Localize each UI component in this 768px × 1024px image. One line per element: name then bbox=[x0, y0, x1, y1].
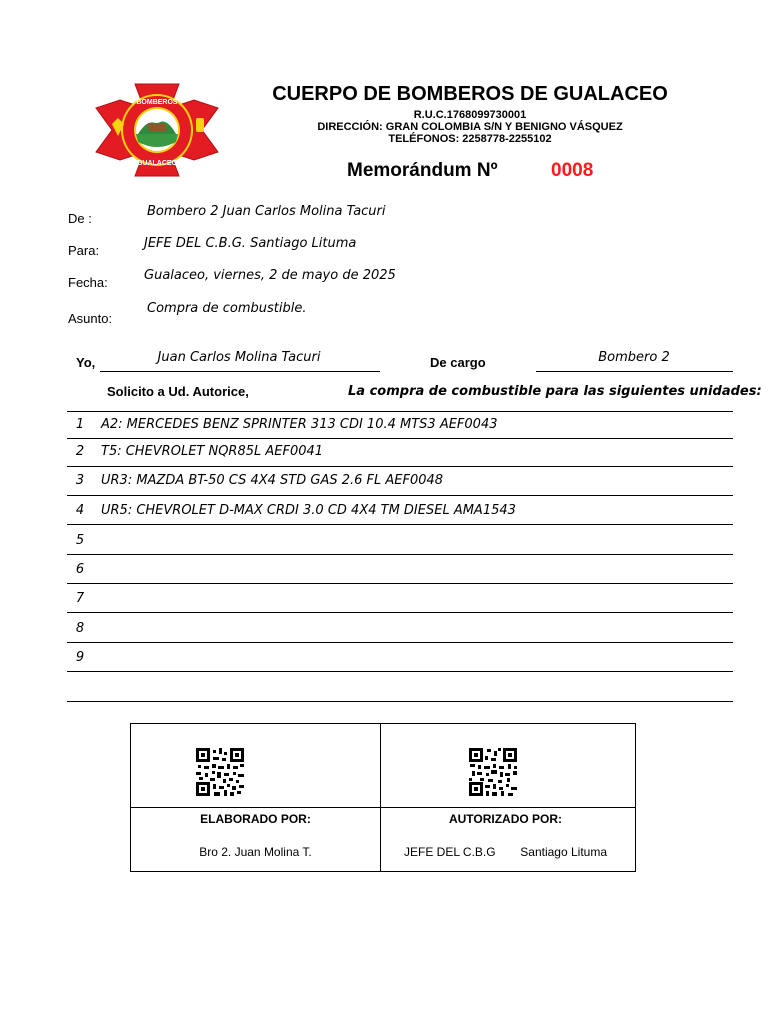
unit-text: A2: MERCEDES BENZ SPRINTER 313 CDI 10.4 MTS3 AEF0043 bbox=[101, 417, 498, 432]
table-line bbox=[67, 701, 733, 702]
de-value: Bombero 2 Juan Carlos Molina Tacuri bbox=[147, 204, 386, 219]
cargo-label: De cargo bbox=[430, 355, 486, 370]
elaborado-name: Bro 2. Juan Molina T. bbox=[199, 845, 312, 859]
yo-underline bbox=[100, 371, 380, 372]
solicito-text: Solicito a Ud. Autorice, bbox=[107, 384, 249, 399]
para-label: Para: bbox=[68, 243, 100, 258]
institution-title: CUERPO DE BOMBEROS DE GUALACEO bbox=[272, 83, 668, 105]
qr-code-icon bbox=[469, 748, 517, 796]
table-line bbox=[67, 495, 733, 496]
unit-number: 5 bbox=[75, 533, 85, 548]
table-top-line bbox=[67, 411, 733, 412]
unit-number: 3 bbox=[75, 473, 85, 488]
memo-number: 0008 bbox=[551, 160, 594, 181]
table-line bbox=[67, 524, 733, 525]
asunto-value: Compra de combustible. bbox=[147, 301, 307, 316]
qr-code-icon bbox=[196, 748, 244, 796]
logo-bottom-text: GUALACEO bbox=[136, 160, 178, 167]
table-line bbox=[67, 583, 733, 584]
asunto-label: Asunto: bbox=[68, 311, 113, 326]
unit-number: 6 bbox=[75, 562, 85, 577]
para-value: JEFE DEL C.B.G. Santiago Lituma bbox=[144, 236, 357, 251]
unit-number: 2 bbox=[75, 444, 85, 459]
autorizado-name: Santiago Lituma bbox=[520, 845, 607, 859]
yo-label: Yo, bbox=[76, 355, 96, 370]
logo-top-text: BOMBEROS bbox=[136, 99, 178, 106]
unit-text: UR3: MAZDA BT-50 CS 4X4 STD GAS 2.6 FL AEF0048 bbox=[101, 473, 444, 488]
yo-value: Juan Carlos Molina Tacuri bbox=[157, 350, 321, 365]
address-text: DIRECCIÓN: GRAN COLOMBIA S/N Y BENIGNO VÁSQUEZ bbox=[317, 121, 623, 133]
table-line bbox=[67, 438, 733, 439]
unit-number: 9 bbox=[75, 650, 85, 665]
unit-text: UR5: CHEVROLET D-MAX CRDI 3.0 CD 4X4 TM DIESEL AMA1543 bbox=[101, 503, 516, 518]
table-line bbox=[67, 671, 733, 672]
unit-text: T5: CHEVROLET NQR85L AEF0041 bbox=[101, 444, 324, 459]
cargo-underline bbox=[536, 371, 733, 372]
autorizado-label: AUTORIZADO POR: bbox=[448, 812, 563, 826]
compra-text: La compra de combustible para las siguientes unidades: bbox=[348, 384, 762, 399]
table-line bbox=[67, 554, 733, 555]
memo-label: Memorándum Nº bbox=[347, 160, 498, 181]
fecha-value: Gualaceo, viernes, 2 de mayo de 2025 bbox=[144, 268, 396, 283]
table-line bbox=[67, 642, 733, 643]
ruc-text: R.U.C.1768099730001 bbox=[413, 109, 527, 121]
autorizado-role: JEFE DEL C.B.G bbox=[404, 845, 496, 859]
fecha-label: Fecha: bbox=[68, 275, 108, 290]
phones-text: TELÉFONOS: 2258778-2255102 bbox=[388, 133, 552, 145]
table-line bbox=[67, 466, 733, 467]
cargo-value: Bombero 2 bbox=[598, 350, 670, 365]
unit-number: 1 bbox=[75, 417, 85, 432]
unit-number: 8 bbox=[75, 621, 85, 636]
unit-number: 4 bbox=[75, 503, 85, 518]
bomberos-logo bbox=[90, 78, 224, 182]
autorizado-signer bbox=[381, 845, 630, 859]
de-label: De : bbox=[68, 211, 92, 226]
elaborado-label: ELABORADO POR: bbox=[200, 812, 311, 826]
table-line bbox=[67, 612, 733, 613]
signature-box bbox=[130, 723, 636, 872]
unit-number: 7 bbox=[75, 591, 85, 606]
